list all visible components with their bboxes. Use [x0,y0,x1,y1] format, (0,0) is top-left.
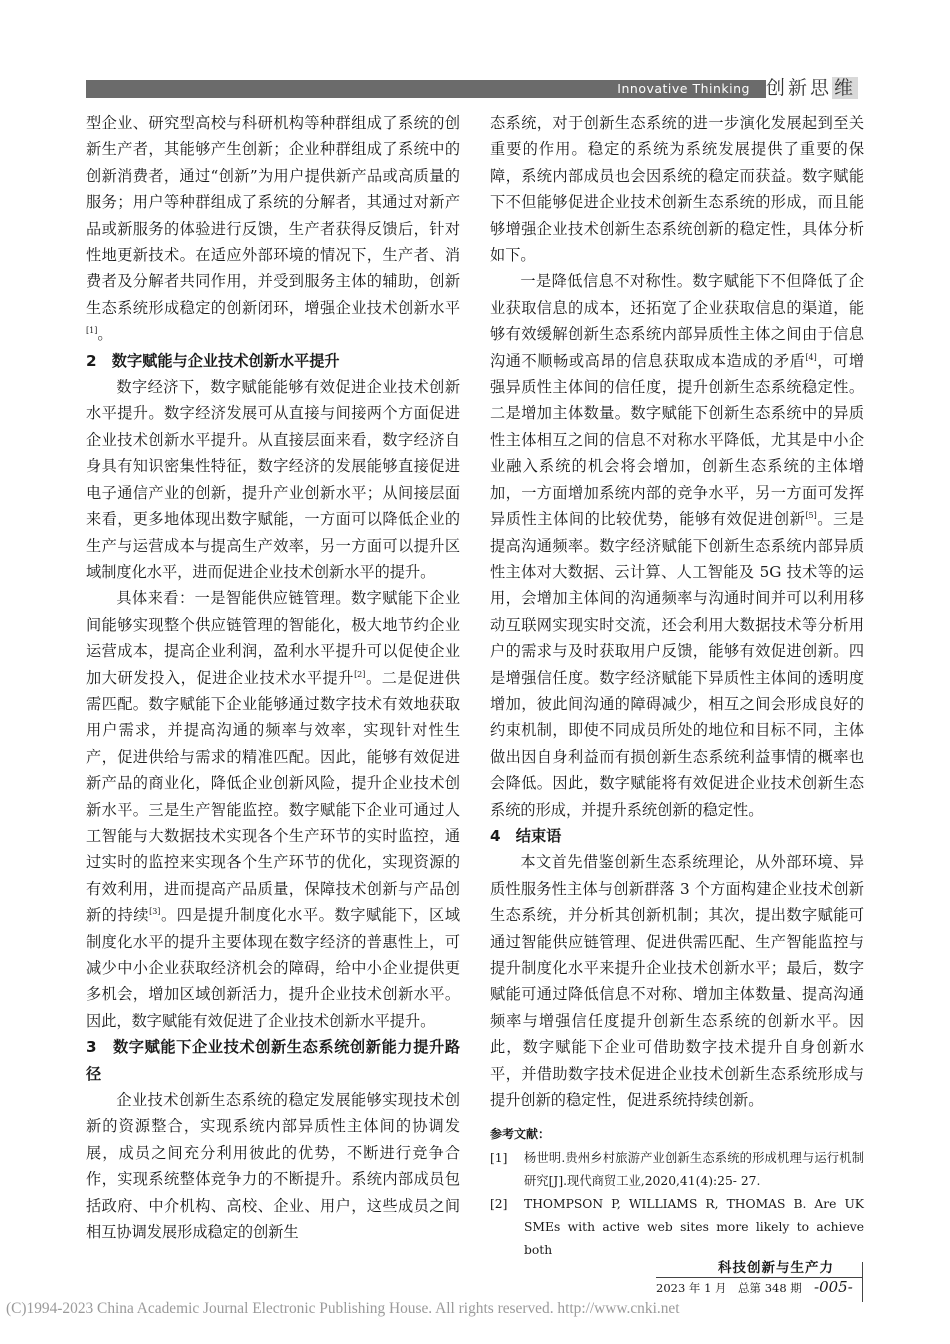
paragraph-text: ，可增强异质性主体间的信任度，提升创新生态系统稳定性。二是增加主体数量。数字赋能下创新生态系统中的异质性主体相互之间的信息不对称水平降低，尤其是中小企业融入系统的机会将会增加，创新生态系统的主体增加，一方面增加系统内部的竞争水平，另一方面可发挥异质性主体间的比较优势，能够有效促进创新 [490,351,865,529]
paragraph [86,585,460,1034]
reference-item [490,1193,864,1262]
right-column [490,110,864,1262]
citation: [2] [354,669,366,679]
section-heading-4: 4 结束语 [490,826,562,845]
section-heading-2: 2 数字赋能与企业技术创新水平提升 [86,351,340,370]
paragraph: 数字经济下，数字赋能能够有效促进企业技术创新水平提升。数字经济发展可从直接与间接两个方面促进企业技术创新水平提升。从直接层面来看，数字经济自身具有知识密集性特征，数字经济的发展能够直接促进电子通信产业的创新，提升产业创新水平；从间接层面来看，更多地体现出数字赋能，一方面可以降低企业的生产与运营成本与提高生产效率，另一方面可以提升区域制度化水平，进而促进企业技术创新水平的提升。 [86,378,460,581]
header-chinese-title-main: 创新思 [766,77,833,99]
reference-number: [2] [490,1197,508,1212]
paragraph: 企业技术创新生态系统的稳定发展能够实现技术创新的资源整合，实现系统内部异质性主体间的协调发展，成员之间充分利用彼此的优势，不断进行竞争合作，实现系统整体竞争力的不断提升。系统内部成员包括政府、中介机构、高校、企业、用户，这些成员之间相互协调发展形成稳定的创新生 [86,1091,460,1242]
paragraph: 态系统，对于创新生态系统的进一步演化发展起到至关重要的作用。稳定的系统为系统发展提供了重要的保障，系统内部成员也会因系统的稳定而获益。数字赋能下不但能够促进企业技术创新生态系统的形成，而且能够增强企业技术创新生态系统创新的稳定性，具体分析如下。 [490,114,864,265]
citation: [1] [86,326,98,336]
citation: [4] [805,352,817,362]
paragraph-text: 。三是提高沟通频率。数字经济赋能下创新生态系统内部异质性主体对大数据、云计算、人工智能及 5G 技术等的运用，会增加主体间的沟通频率与沟通时间并可以利用移动互联网实现实时交流，还会利用大数据技术等分析用户的需求与及时获取用户反馈，能够有效促进创新。四是增强信任度。数字经济赋能下异质性主体间的透明度增加，彼此间沟通的障碍减少，相互之间会形成良好的约束机制，即使不同成员所处的地位和目标不同，主体做出因自身利益而有损创新生态系统利益事情的概率也会降低。因此，数字赋能将有效促进企业技术创新生态系统的形成，并提升系统创新的稳定性。 [490,510,865,819]
references-title: 参考文献： [490,1127,551,1142]
citation: [5] [805,511,817,521]
reference-text: THOMPSON P, WILLIAMS R, THOMAS B. Are UK SMEs with active web sites more likely to achieve both [524,1197,864,1258]
footer-journal-name: 科技创新与生产力 [718,1260,834,1276]
left-column [86,110,460,1245]
reference-item [490,1147,864,1193]
paragraph-text: 。四是提升制度化水平。数字赋能下，区域制度化水平的提升主要体现在数字经济的普惠性上，可减少中小企业获取经济机会的障碍，给中小企业提供更多机会，增加区域创新活力，提升企业技术创新水平。因此，数字赋能有效促进了企业技术创新水平提升。 [86,906,461,1030]
section-heading-3: 3 数字赋能下企业技术创新生态系统创新能力提升路径 [86,1038,460,1083]
footer-divider [862,1262,863,1302]
header-chinese-title-last-char: 维 [834,77,857,99]
running-header-bar [86,80,766,98]
reference-number: [1] [490,1151,508,1166]
page-number: -005- [814,1278,853,1296]
header-english-title: Innovative Thinking [617,81,750,96]
copyright-watermark: (C)1994-2023 China Academic Journal Electronic Publishing House. All rights reserved. http://www.cnki.net [6,1300,680,1317]
reference-text: 杨世明.贵州乡村旅游产业创新生态系统的形成机理与运行机制研究[J].现代商贸工业,2020,41(4):25- 27. [524,1151,864,1189]
paragraph-text: 具体来看：一是智能供应链管理。数字赋能下企业间能够实现整个供应链管理的智能化，极大地节约企业运营成本，提高企业利润，盈利水平提升可以促使企业加大研发投入，促进企业技术水平提升 [86,589,460,687]
header-chinese-title [766,74,858,102]
paragraph [86,110,460,348]
paragraph [490,268,864,823]
paragraph-text: 。二是促进供需匹配。数字赋能下企业能够通过数字技术有效地获取用户需求，并提高沟通的频率与效率，实现针对性生产，促进供给与需求的精准匹配。因此，能够有效促进新产品的商业化，降低企业创新风险，提升企业技术创新水平。三是生产智能监控。数字赋能下企业可通过人工智能与大数据技术实现各个生产环节的实时监控，通过实时的监控来实现各个生产环节的优化，实现资源的有效利用，进而提高产品质量，保障技术创新与产品创新的持续 [86,668,461,925]
paragraph-text: 。 [97,325,113,344]
paragraph-text: 型企业、研究型高校与科研机构等种群组成了系统的创新生产者，其能够产生创新；企业种群组成了系统中的创新消费者，通过“创新”为用户提供新产品或高质量的服务；用户等种群组成了系统的分解者，其通过对新产品或新服务的体验进行反馈，生产者获得反馈后，针对性地更新技术。在适应外部环境的情况下，生产者、消费者及分解者共同作用，并受到服务主体的辅助，创新生态系统形成稳定的创新闭环，增强企业技术创新水平 [86,114,460,317]
footer-issue-date: 2023 年 1 月 总第 348 期 [656,1281,802,1295]
paragraph-text: 一是降低信息不对称性。数字赋能下不但降低了企业获取信息的成本，还拓宽了企业获取信息的渠道，能够有效缓解创新生态系统内部异质性主体之间由于信息沟通不顺畅或高昂的信息获取成本造成的矛盾 [490,272,864,370]
paragraph: 本文首先借鉴创新生态系统理论，从外部环境、异质性服务性主体与创新群落 3 个方面构建企业技术创新生态系统，并分析其创新机制；其次，提出数字赋能可通过智能供应链管理、促进供需匹配、生产智能监控与提升制度化水平来提升企业技术创新水平；最后，数字赋能可通过降低信息不对称、增加主体数量、提高沟通频率与增强信任度提升创新生态系统的创新水平。因此，数字赋能下企业可借助数字技术提升自身创新水平，并借助数字技术促进企业技术创新生态系统形成与提升创新的稳定性，促进系统持续创新。 [490,853,864,1110]
citation: [3] [149,907,161,917]
